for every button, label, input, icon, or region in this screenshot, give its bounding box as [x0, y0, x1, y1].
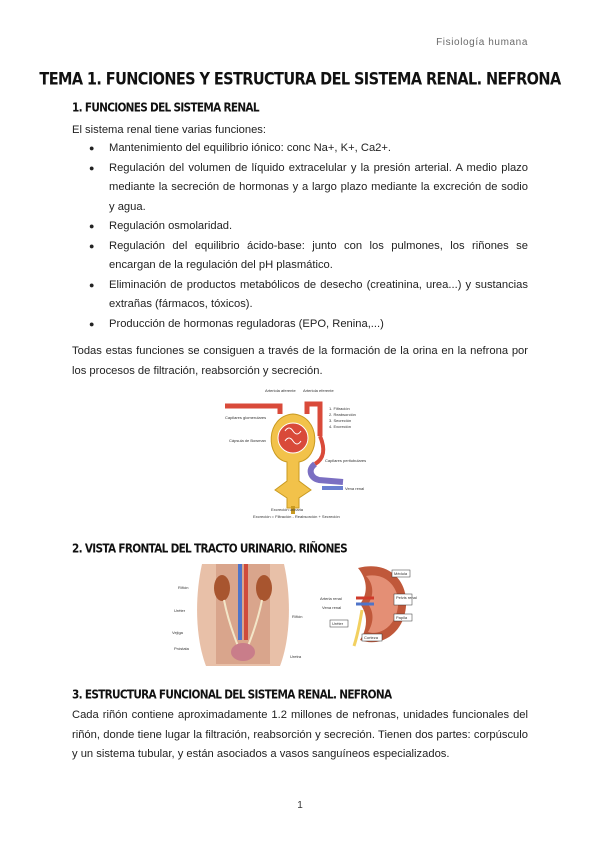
list-item: ● Eliminación de productos metabólicos de desecho (creatinina, urea...) y sustancias extrañas (fármacos, tóxicos). [72, 276, 528, 315]
svg-text:Arteriola eferente: Arteriola eferente [303, 388, 334, 393]
left-kidney [214, 575, 230, 601]
svg-text:Vena renal: Vena renal [322, 605, 342, 610]
urinary-tract-figure [172, 560, 312, 670]
svg-text:Próstata: Próstata [174, 646, 189, 651]
list-item: ● Regulación del volumen de líquido extracelular y la presión arterial. A medio plazo mediante la secreción de hormonas y a largo plazo mediante la excreción de sodio y agua. [72, 159, 528, 218]
list-item: ● Producción de hormonas reguladoras (EPO, Renina,...) [72, 315, 528, 335]
peritubular-capillaries [311, 464, 343, 482]
svg-text:Uretra: Uretra [290, 654, 302, 659]
section-1-heading: 1. FUNCIONES DEL SISTEMA RENAL [72, 101, 259, 115]
svg-text:Arteria renal: Arteria renal [320, 596, 342, 601]
svg-text:Riñón: Riñón [178, 585, 189, 590]
svg-text:Uréter: Uréter [174, 608, 186, 613]
svg-text:Uréter: Uréter [332, 621, 344, 626]
svg-text:2. Reabsorción: 2. Reabsorción [329, 412, 356, 417]
bullet-icon: ● [89, 162, 95, 173]
section-1-intro: El sistema renal tiene varias funciones: [72, 124, 267, 136]
svg-text:3. Secreción: 3. Secreción [329, 418, 352, 423]
section-2-heading: 2. VISTA FRONTAL DEL TRACTO URINARIO. RIÑONES [72, 542, 348, 556]
section-1-summary: Todas estas funciones se consiguen a través de la formación de la orina en la nefrona por los procesos de filtración, reabsorción y secreción. [72, 345, 528, 377]
svg-text:Médula: Médula [394, 571, 408, 576]
bladder [231, 643, 255, 661]
bullet-icon: ● [89, 318, 95, 329]
svg-text:Excreción = Filtración - Reabs: Excreción = Filtración - Reabsorción + Secreción [253, 514, 340, 519]
svg-text:Cápsula de Bowman: Cápsula de Bowman [229, 438, 266, 443]
running-header: Fisiología humana [436, 37, 528, 48]
section-3-body: Cada riñón contiene aproximadamente 1.2 millones de nefronas, unidades funcionales del riñón, donde tiene lugar la filtración, reabsorción y secreción. Tienen dos partes: corpúsculo y un sistema tubular, y están asociados a vasos sanguíneos especializados. [72, 709, 528, 760]
page-title: TEMA 1. FUNCIONES Y ESTRUCTURA DEL SISTEMA RENAL. NEFRONA [39, 70, 561, 90]
section-3-heading: 3. ESTRUCTURA FUNCIONAL DEL SISTEMA RENAL. NEFRONA [72, 688, 392, 702]
glomerulus [278, 423, 308, 453]
afferent-arteriole [225, 406, 280, 414]
svg-text:Papila: Papila [396, 615, 408, 620]
svg-text:Corteza: Corteza [364, 635, 379, 640]
svg-text:Capilares glomerulares: Capilares glomerulares [225, 415, 267, 420]
svg-text:Excreción urinaria: Excreción urinaria [271, 507, 304, 512]
right-kidney [256, 575, 272, 601]
list-item: ● Regulación del equilibrio ácido-base: junto con los pulmones, los riñones se encargan de la regulación del pH plasmático. [72, 237, 528, 276]
bullet-icon: ● [89, 240, 95, 251]
svg-text:Vena renal: Vena renal [345, 486, 365, 491]
svg-text:Capilares peritubulares: Capilares peritubulares [325, 458, 367, 463]
svg-text:Riñón: Riñón [292, 614, 303, 619]
nephron-figure [225, 386, 375, 520]
svg-text:4. Excreción: 4. Excreción [329, 424, 352, 429]
bullet-icon: ● [89, 221, 95, 231]
bullet-icon: ● [89, 279, 95, 290]
page-number: 1 [297, 800, 303, 811]
svg-text:Vejiga: Vejiga [172, 630, 183, 635]
list-item: ● Regulación osmolaridad. [72, 217, 528, 237]
kidney-section-figure [318, 562, 422, 648]
svg-text:1. Filtración: 1. Filtración [329, 406, 350, 411]
list-item: ● Mantenimiento del equilibrio iónico: conc Na+, K+, Ca2+. [72, 139, 528, 159]
functions-list [72, 139, 528, 334]
svg-text:Pelvis renal: Pelvis renal [396, 595, 417, 600]
bullet-icon: ● [89, 143, 95, 153]
svg-text:Arteriola aferente: Arteriola aferente [265, 388, 296, 393]
